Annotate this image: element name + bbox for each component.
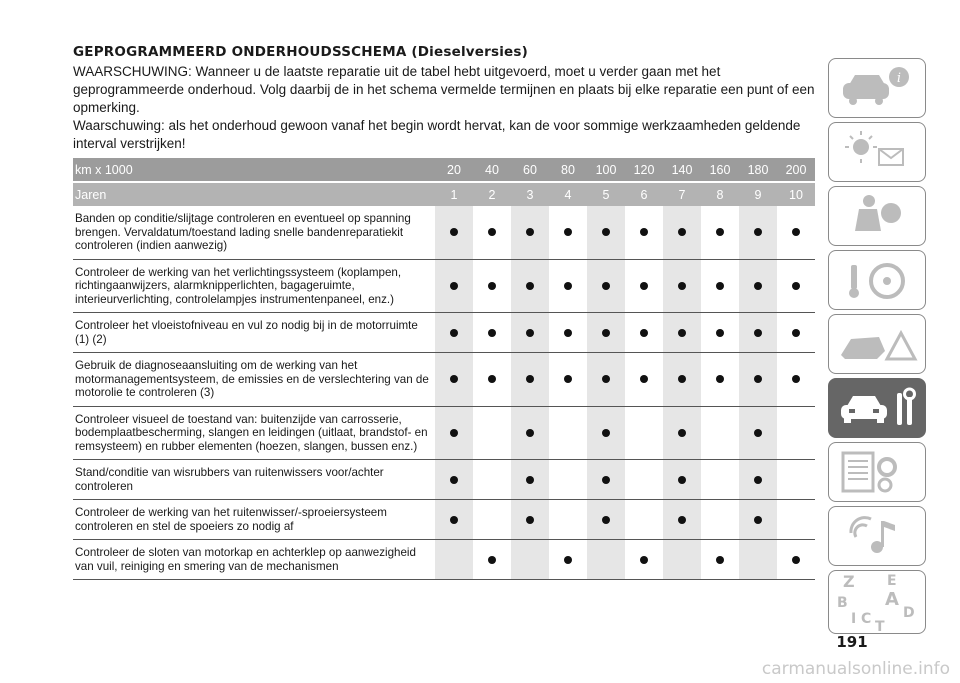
check-dot-icon <box>678 476 686 484</box>
task-description: Controleer visueel de toestand van: buitenzijde van carrosserie, bodemplaatbescherming, slangen en leidingen (uitlaat, brandstof- en remsysteem) en rubber elementen (hoezen, slangen, bussen enz.) <box>73 406 435 460</box>
interval-cell <box>549 353 587 407</box>
check-dot-icon <box>564 282 572 290</box>
interval-cell <box>701 206 739 259</box>
table-row <box>73 500 815 540</box>
table-row <box>73 206 815 259</box>
interval-cell <box>587 500 625 540</box>
content-area <box>73 44 815 153</box>
interval-cell <box>625 500 663 540</box>
km-header-cell: 140 <box>663 158 701 182</box>
km-header-row <box>73 158 815 182</box>
check-dot-icon <box>564 556 572 564</box>
years-header-cell: 9 <box>739 182 777 206</box>
check-dot-icon <box>716 556 724 564</box>
check-dot-icon <box>450 228 458 236</box>
check-dot-icon <box>640 282 648 290</box>
interval-cell <box>473 500 511 540</box>
check-dot-icon <box>564 228 572 236</box>
interval-cell <box>701 460 739 500</box>
multimedia-icon <box>829 507 927 567</box>
interval-cell <box>777 460 815 500</box>
check-dot-icon <box>526 516 534 524</box>
watermark: carmanualsonline.info <box>761 659 950 679</box>
km-header-cell: 80 <box>549 158 587 182</box>
check-dot-icon <box>602 282 610 290</box>
interval-cell <box>701 540 739 580</box>
interval-cell <box>739 460 777 500</box>
index-letter: T <box>875 619 885 635</box>
table-row <box>73 353 815 407</box>
maintenance-schedule-table <box>73 158 815 580</box>
interval-cell <box>549 259 587 313</box>
check-dot-icon <box>640 329 648 337</box>
interval-cell <box>511 406 549 460</box>
check-dot-icon <box>792 282 800 290</box>
tab-index[interactable] <box>828 570 926 634</box>
check-dot-icon <box>754 329 762 337</box>
alphabetical-index-icon <box>829 571 927 635</box>
car-info-icon <box>829 59 927 119</box>
check-dot-icon <box>526 282 534 290</box>
interval-cell <box>625 313 663 353</box>
interval-cell <box>777 259 815 313</box>
check-dot-icon <box>488 228 496 236</box>
check-dot-icon <box>640 375 648 383</box>
tab-maintenance[interactable] <box>828 378 926 438</box>
check-dot-icon <box>716 329 724 337</box>
breakdown-icon <box>829 315 927 375</box>
table-row <box>73 540 815 580</box>
interval-cell <box>435 540 473 580</box>
index-letter: E <box>887 573 897 589</box>
interval-cell <box>625 406 663 460</box>
check-dot-icon <box>754 282 762 290</box>
interval-cell <box>587 460 625 500</box>
tab-multimedia[interactable] <box>828 506 926 566</box>
warning-lights-icon <box>829 123 927 183</box>
km-header-cell: 180 <box>739 158 777 182</box>
interval-cell <box>701 406 739 460</box>
check-dot-icon <box>640 228 648 236</box>
check-dot-icon <box>716 228 724 236</box>
interval-cell <box>663 206 701 259</box>
check-dot-icon <box>716 282 724 290</box>
interval-cell <box>625 540 663 580</box>
check-dot-icon <box>792 228 800 236</box>
check-dot-icon <box>754 429 762 437</box>
check-dot-icon <box>678 228 686 236</box>
interval-cell <box>777 540 815 580</box>
tab-technical-data[interactable] <box>828 442 926 502</box>
technical-data-icon <box>829 443 927 503</box>
check-dot-icon <box>754 476 762 484</box>
interval-cell <box>549 540 587 580</box>
index-letter: Z <box>843 572 855 591</box>
interval-cell <box>625 353 663 407</box>
interval-cell <box>587 406 625 460</box>
years-header-cell: 5 <box>587 182 625 206</box>
interval-cell <box>739 206 777 259</box>
steering-wheel-key-icon <box>829 251 927 311</box>
years-header-cell: 2 <box>473 182 511 206</box>
check-dot-icon <box>526 429 534 437</box>
interval-cell <box>587 313 625 353</box>
check-dot-icon <box>450 375 458 383</box>
interval-cell <box>663 313 701 353</box>
index-letter: B <box>837 595 848 611</box>
interval-cell <box>663 353 701 407</box>
interval-cell <box>435 259 473 313</box>
check-dot-icon <box>678 375 686 383</box>
tab-car-info[interactable] <box>828 58 926 118</box>
check-dot-icon <box>792 375 800 383</box>
tab-warning-lights[interactable] <box>828 122 926 182</box>
airbag-safety-icon <box>829 187 927 247</box>
km-header-cell: 160 <box>701 158 739 182</box>
interval-cell <box>701 500 739 540</box>
check-dot-icon <box>602 476 610 484</box>
index-letter: A <box>885 589 899 610</box>
interval-cell <box>511 540 549 580</box>
interval-cell <box>701 353 739 407</box>
check-dot-icon <box>602 228 610 236</box>
interval-cell <box>511 460 549 500</box>
interval-cell <box>663 500 701 540</box>
check-dot-icon <box>602 375 610 383</box>
check-dot-icon <box>450 476 458 484</box>
check-dot-icon <box>754 375 762 383</box>
task-description: Controleer de sloten van motorkap en achterklep op aanwezigheid van vuil, reiniging en smering van de mechanismen <box>73 540 435 580</box>
check-dot-icon <box>526 476 534 484</box>
interval-cell <box>663 540 701 580</box>
check-dot-icon <box>526 375 534 383</box>
check-dot-icon <box>716 375 724 383</box>
task-description: Stand/conditie van wisrubbers van ruitenwissers voor/achter controleren <box>73 460 435 500</box>
interval-cell <box>435 313 473 353</box>
interval-cell <box>473 406 511 460</box>
tab-emergency[interactable] <box>828 314 926 374</box>
interval-cell <box>625 460 663 500</box>
interval-cell <box>473 313 511 353</box>
km-header-cell: 200 <box>777 158 815 182</box>
check-dot-icon <box>602 516 610 524</box>
page-title: GEPROGRAMMEERD ONDERHOUDSSCHEMA (Dieselversies) <box>73 44 529 60</box>
interval-cell <box>473 460 511 500</box>
interval-cell <box>739 259 777 313</box>
interval-cell <box>587 540 625 580</box>
task-description: Controleer de werking van het ruitenwisser/-sproeiersysteem controleren en stel de spoeiers zo nodig af <box>73 500 435 540</box>
check-dot-icon <box>754 516 762 524</box>
interval-cell <box>739 353 777 407</box>
table-row <box>73 406 815 460</box>
interval-cell <box>473 206 511 259</box>
tab-safety[interactable] <box>828 186 926 246</box>
check-dot-icon <box>488 282 496 290</box>
interval-cell <box>435 406 473 460</box>
interval-cell <box>473 259 511 313</box>
interval-cell <box>777 406 815 460</box>
interval-cell <box>701 313 739 353</box>
years-header-cell: 8 <box>701 182 739 206</box>
interval-cell <box>511 500 549 540</box>
car-maintenance-icon <box>829 379 927 439</box>
interval-cell <box>587 259 625 313</box>
check-dot-icon <box>640 556 648 564</box>
interval-cell <box>435 500 473 540</box>
check-dot-icon <box>526 329 534 337</box>
years-header-cell: 10 <box>777 182 815 206</box>
check-dot-icon <box>450 516 458 524</box>
interval-cell <box>587 206 625 259</box>
interval-cell <box>739 500 777 540</box>
check-dot-icon <box>488 556 496 564</box>
interval-cell <box>587 353 625 407</box>
warning-text: WAARSCHUWING: Wanneer u de laatste reparatie uit de tabel hebt uitgevoerd, moet u verder gaan met het geprogrammeerde onderhoud. Volg daarbij de in het schema vermelde termijnen en plaats bij elke reparatie een punt of een opmerking. <box>73 64 815 115</box>
page-number: 191 <box>836 633 868 651</box>
index-letter: C <box>861 611 872 627</box>
check-dot-icon <box>678 282 686 290</box>
interval-cell <box>511 353 549 407</box>
interval-cell <box>739 313 777 353</box>
schedule-rows <box>73 206 815 580</box>
check-dot-icon <box>488 329 496 337</box>
check-dot-icon <box>602 329 610 337</box>
years-header-cell: 4 <box>549 182 587 206</box>
check-dot-icon <box>678 516 686 524</box>
check-dot-icon <box>450 282 458 290</box>
interval-cell <box>549 313 587 353</box>
km-header-cell: 40 <box>473 158 511 182</box>
interval-cell <box>777 353 815 407</box>
years-header-cell: 6 <box>625 182 663 206</box>
km-header-cell: 120 <box>625 158 663 182</box>
interval-cell <box>511 206 549 259</box>
table-row <box>73 313 815 353</box>
tab-starting-driving[interactable] <box>828 250 926 310</box>
interval-cell <box>511 259 549 313</box>
interval-cell <box>777 500 815 540</box>
interval-cell <box>473 353 511 407</box>
task-description: Controleer de werking van het verlichtingssysteem (koplampen, richtingaanwijzers, alarmknipperlichten, bagageruimte, interieurverlichting, controlelampjes instrumentenpaneel, enz.) <box>73 259 435 313</box>
check-dot-icon <box>488 375 496 383</box>
interval-cell <box>777 313 815 353</box>
years-header-cell: 3 <box>511 182 549 206</box>
interval-cell <box>625 259 663 313</box>
table-row <box>73 259 815 313</box>
check-dot-icon <box>564 375 572 383</box>
interval-cell <box>549 406 587 460</box>
check-dot-icon <box>450 329 458 337</box>
interval-cell <box>549 206 587 259</box>
check-dot-icon <box>754 228 762 236</box>
interval-cell <box>777 206 815 259</box>
interval-cell <box>435 206 473 259</box>
check-dot-icon <box>602 429 610 437</box>
check-dot-icon <box>564 329 572 337</box>
task-description: Controleer het vloeistofniveau en vul zo nodig bij in de motorruimte (1) (2) <box>73 313 435 353</box>
interval-cell <box>511 313 549 353</box>
index-letter: I <box>851 611 857 627</box>
years-header-cell: 7 <box>663 182 701 206</box>
interval-cell <box>549 460 587 500</box>
table-row <box>73 460 815 500</box>
km-header-cell: 60 <box>511 158 549 182</box>
interval-cell <box>739 540 777 580</box>
check-dot-icon <box>450 429 458 437</box>
interval-note: Waarschuwing: als het onderhoud gewoon vanaf het begin wordt hervat, kan de voor sommige werkzaamheden geldende interval verstrijken! <box>73 118 801 151</box>
years-header-label: Jaren <box>73 182 435 206</box>
km-header-label: km x 1000 <box>73 158 435 182</box>
check-dot-icon <box>678 429 686 437</box>
km-header-cell: 20 <box>435 158 473 182</box>
task-description: Gebruik de diagnoseaansluiting om de werking van het motormanagementsysteem, de emissies en de verslechtering van de motorolie te controleren (3) <box>73 353 435 407</box>
years-header-cell: 1 <box>435 182 473 206</box>
interval-cell <box>739 406 777 460</box>
interval-cell <box>663 460 701 500</box>
check-dot-icon <box>526 228 534 236</box>
interval-cell <box>549 500 587 540</box>
task-description: Banden op conditie/slijtage controleren en eventueel op spanning brengen. Vervaldatum/toestand lading snelle bandenreparatiekit controleren (indien aanwezig) <box>73 206 435 259</box>
check-dot-icon <box>792 556 800 564</box>
interval-cell <box>701 259 739 313</box>
interval-cell <box>473 540 511 580</box>
interval-cell <box>435 353 473 407</box>
years-header-row <box>73 182 815 206</box>
check-dot-icon <box>678 329 686 337</box>
interval-cell <box>435 460 473 500</box>
interval-cell <box>625 206 663 259</box>
svg-text:i: i <box>896 71 902 86</box>
km-header-cell: 100 <box>587 158 625 182</box>
index-letter: D <box>903 605 915 621</box>
check-dot-icon <box>792 329 800 337</box>
interval-cell <box>663 406 701 460</box>
interval-cell <box>663 259 701 313</box>
